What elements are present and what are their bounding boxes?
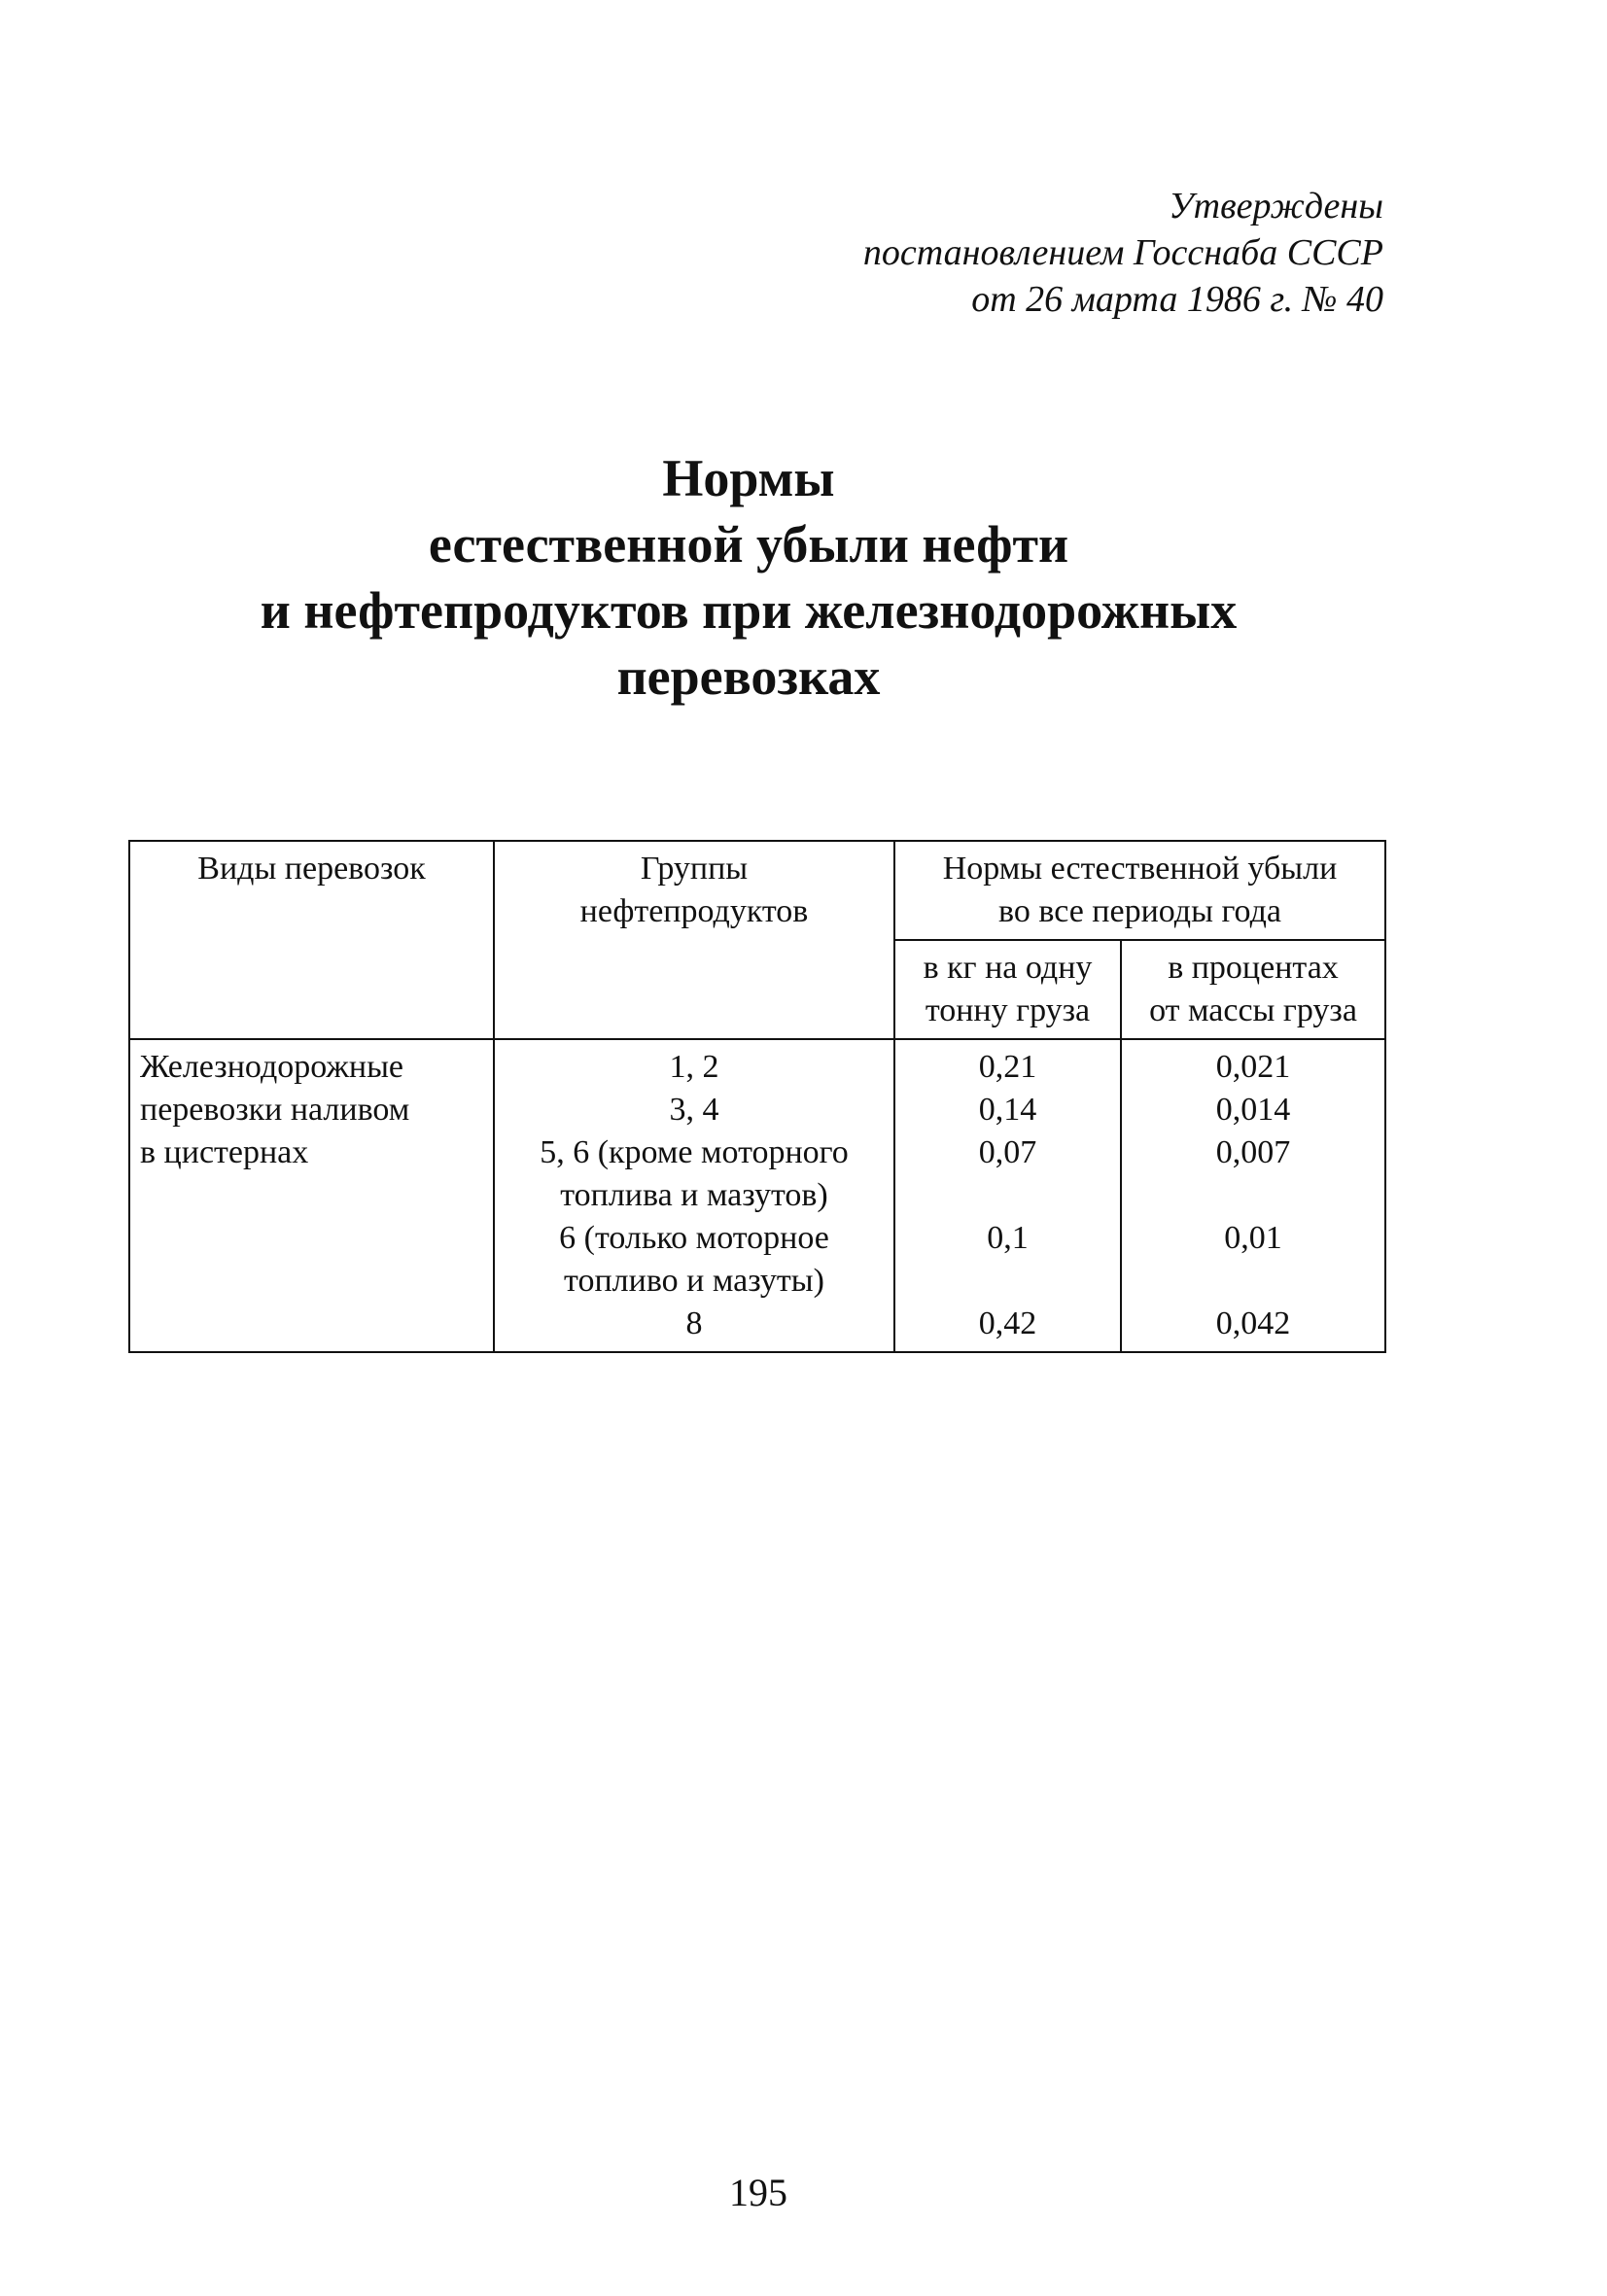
kg-value-2: 0,14 [978,1092,1037,1128]
percent-value-5: 0,042 [1215,1305,1291,1341]
header-product-groups [494,841,894,1039]
approval-line-3: от 26 марта 1986 г. № 40 [971,279,1383,320]
group-4-line-1: 6 (только моторное [559,1220,829,1256]
cell-product-groups [494,1039,894,1352]
cell-percent [1121,1039,1385,1352]
approval-line-2: постановлением Госснаба СССР [862,232,1383,273]
header-percent [1121,940,1385,1039]
percent-value-3: 0,007 [1215,1134,1291,1170]
title-line-3: и нефтепродуктов при железнодорожных [260,581,1238,640]
header-norms-line-2: во все периоды года [998,893,1281,929]
title-line-1: Нормы [662,449,835,507]
group-3-line-2: топлива и мазутов) [560,1177,828,1213]
header-kg-per-ton [894,940,1121,1039]
kind-line-1: Железнодорожные [140,1049,404,1085]
cell-transport-kind [129,1039,494,1352]
percent-value-4: 0,01 [1224,1220,1282,1256]
group-2: 3, 4 [669,1092,719,1128]
kg-value-5: 0,42 [978,1305,1037,1341]
cell-kg-per-ton [894,1039,1121,1352]
kind-line-2: перевозки наливом [140,1092,410,1128]
table-row [129,1039,1385,1352]
header-percent-line-1: в процентах [1168,950,1339,986]
percent-value-2: 0,014 [1215,1092,1291,1128]
header-product-groups-line-2: нефтепродуктов [579,893,809,929]
kind-line-3: в цистернах [140,1134,309,1170]
page-number: 195 [729,2171,787,2214]
header-kg-per-ton-line-2: тонну груза [925,992,1091,1028]
document-title [0,445,1497,710]
title-line-4: перевозках [616,647,881,706]
header-transport-kind-label: Виды перевозок [197,851,426,887]
norms-table [128,840,1386,1353]
kg-value-1: 0,21 [978,1049,1037,1085]
group-5: 8 [685,1305,703,1341]
kg-value-4: 0,1 [987,1220,1029,1256]
kg-value-3: 0,07 [978,1134,1037,1170]
percent-value-1: 0,021 [1215,1049,1291,1085]
header-kg-per-ton-line-1: в кг на одну [923,950,1093,986]
header-percent-line-2: от массы груза [1149,992,1357,1028]
approval-line-1: Утверждены [1169,186,1383,226]
approval-note [863,183,1383,323]
header-norms [894,841,1385,940]
group-1: 1, 2 [669,1049,719,1085]
header-norms-line-1: Нормы естественной убыли [942,851,1338,887]
header-transport-kind [129,841,494,1039]
title-line-2: естественной убыли нефти [428,515,1069,574]
group-4-line-2: топливо и мазуты) [564,1263,824,1299]
group-3-line-1: 5, 6 (кроме моторного [540,1134,849,1170]
header-product-groups-line-1: Группы [640,851,749,887]
